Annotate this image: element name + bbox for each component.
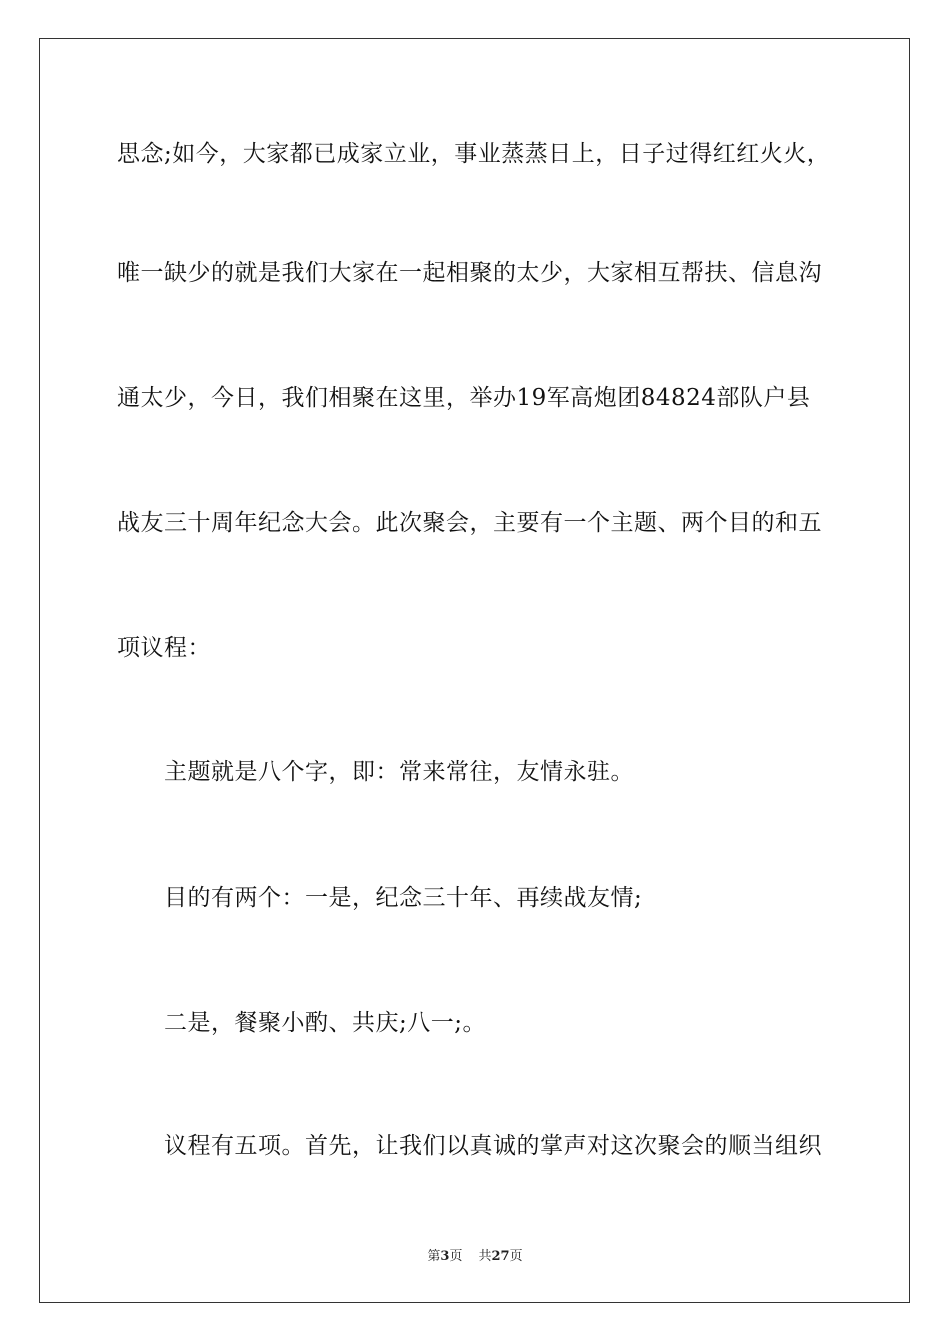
purpose-line-1: 目的有两个：一是，纪念三十年、再续战友情; bbox=[164, 885, 643, 911]
page-border bbox=[39, 38, 910, 1303]
paragraph-line-3: 通太少，今日，我们相聚在这里，举办19军高炮团84824部队户县 bbox=[117, 385, 811, 411]
page-current: 3 bbox=[440, 1249, 450, 1264]
page-prefix: 第 bbox=[427, 1249, 441, 1264]
purpose-line-2: 二是，餐聚小酌、共庆;八一;。 bbox=[164, 1010, 486, 1036]
total-prefix: 共 bbox=[478, 1249, 492, 1264]
page-suffix: 页 bbox=[449, 1249, 463, 1264]
page-total: 27 bbox=[491, 1249, 510, 1264]
page-footer bbox=[0, 1248, 950, 1266]
theme-line: 主题就是八个字，即：常来常往，友情永驻。 bbox=[164, 759, 634, 785]
paragraph-line-2: 唯一缺少的就是我们大家在一起相聚的太少，大家相互帮扶、信息沟 bbox=[117, 260, 822, 286]
paragraph-line-4: 战友三十周年纪念大会。此次聚会，主要有一个主题、两个目的和五 bbox=[117, 510, 822, 536]
total-suffix: 页 bbox=[509, 1249, 523, 1264]
agenda-line: 议程有五项。首先，让我们以真诚的掌声对这次聚会的顺当组织 bbox=[164, 1133, 822, 1159]
paragraph-line-5: 项议程： bbox=[117, 635, 211, 661]
paragraph-line-1: 思念;如今，大家都已成家立业，事业蒸蒸日上，日子过得红红火火， bbox=[117, 141, 831, 167]
